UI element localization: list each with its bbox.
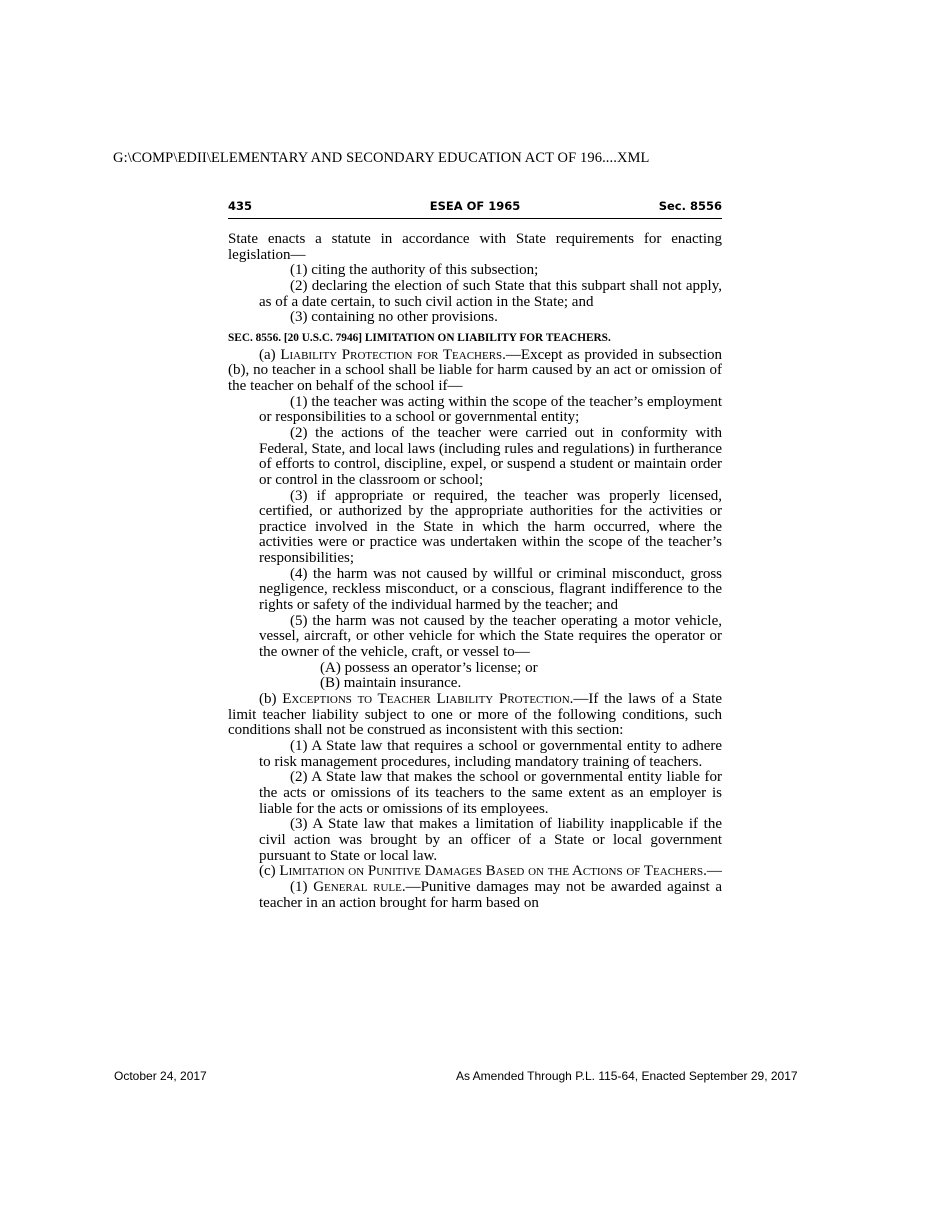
subsection-c — [228, 864, 722, 880]
subsection-b — [228, 692, 722, 739]
paragraph: (4) the harm was not caused by willful or criminal misconduct, gross negligence, reckless misconduct, or a conscious, flagrant indifference to the rights or safety of the individual harmed by the teacher; and — [259, 565, 722, 614]
section-reference: Sec. 8556 — [658, 199, 722, 213]
paragraph — [228, 880, 722, 911]
subparagraph: (B) maintain insurance. — [320, 675, 462, 692]
paragraph: (2) the actions of the teacher were carried out in conformity with Federal, State, and local laws (including rules and regulations) in furtherance of efforts to control, discipline, expel, or suspend a student or maintain order or control in the classroom or school; — [259, 424, 722, 488]
paragraph: (3) containing no other provisions. — [290, 309, 498, 326]
subsection-label: (a) — [259, 346, 276, 363]
running-title: ESEA OF 1965 — [429, 199, 521, 213]
paragraph: (2) declaring the election of such State that this subpart shall not apply, as of a date certain, to such civil action in the State; and — [259, 277, 722, 310]
subsection-heading: Liability Protection for Teachers. — [280, 346, 506, 363]
page-body — [228, 232, 722, 911]
paragraph: (1) citing the authority of this subsection; — [290, 262, 539, 279]
subsection-heading: Limitation on Punitive Damages Based on the Actions of Teachers. — [279, 863, 707, 880]
paragraph: (1) the teacher was acting within the scope of the teacher’s employment or responsibilities to a school or governmental entity; — [259, 393, 722, 426]
paragraph: (3) A State law that makes a limitation of liability inapplicable if the civil action was brought by an officer of a State or local government pursuant to State or local law. — [259, 816, 722, 864]
section-heading: SEC. 8556. [20 U.S.C. 7946] LIMITATION ON LIABILITY FOR TEACHERS. — [228, 331, 611, 344]
paragraph: State enacts a statute in accordance with State requirements for enacting legislation— — [228, 231, 722, 263]
paragraph-label: (1) — [290, 878, 308, 895]
paragraph: (3) if appropriate or required, the teacher was properly licensed, certified, or authorized by the appropriate authorities for the activities or practice involved in the State in which the harm occurred, where the activities were or practice was undertaken within the scope of the teacher’s responsibilities; — [259, 487, 722, 567]
file-path: G:\COMP\EDII\ELEMENTARY AND SECONDARY EDUCATION ACT OF 196....XML — [113, 150, 650, 166]
subsection-label: (b) — [259, 691, 277, 708]
running-header — [228, 198, 722, 219]
subsection-a — [228, 348, 722, 395]
paragraph: (2) A State law that makes the school or governmental entity liable for the acts or omissions of its teachers to the same extent as an employer is liable for the acts or omissions of its employees. — [259, 769, 722, 817]
subsection-text: —If the laws of a State limit teacher liability subject to one or more of the following conditions, such conditions shall not be construed as inconsistent with this section: — [228, 691, 722, 739]
subsection-heading: Exceptions to Teacher Liability Protection. — [282, 691, 574, 708]
subsection-text: — — [706, 863, 722, 880]
footer-date: October 24, 2017 — [114, 1069, 207, 1083]
page-number: 435 — [228, 199, 253, 213]
paragraph: (5) the harm was not caused by the teacher operating a motor vehicle, vessel, aircraft, or other vehicle for which the State requires the operator or the owner of the vehicle, craft, or vessel to— — [259, 612, 722, 661]
paragraph-text: —Punitive damages may not be awarded against a teacher in an action brought for harm based on — [259, 878, 723, 911]
subsection-label: (c) — [259, 863, 276, 880]
subsection-text: —Except as provided in subsection (b), no teacher in a school shall be liable for harm caused by an act or omission of the teacher on behalf of the school if— — [228, 346, 722, 394]
footer-amended-note: As Amended Through P.L. 115-64, Enacted September 29, 2017 — [456, 1069, 798, 1083]
paragraph-heading: General rule. — [313, 878, 406, 895]
paragraph: (1) A State law that requires a school or governmental entity to adhere to risk management procedures, including mandatory training of teachers. — [259, 738, 722, 770]
subparagraph: (A) possess an operator’s license; or — [320, 659, 538, 676]
